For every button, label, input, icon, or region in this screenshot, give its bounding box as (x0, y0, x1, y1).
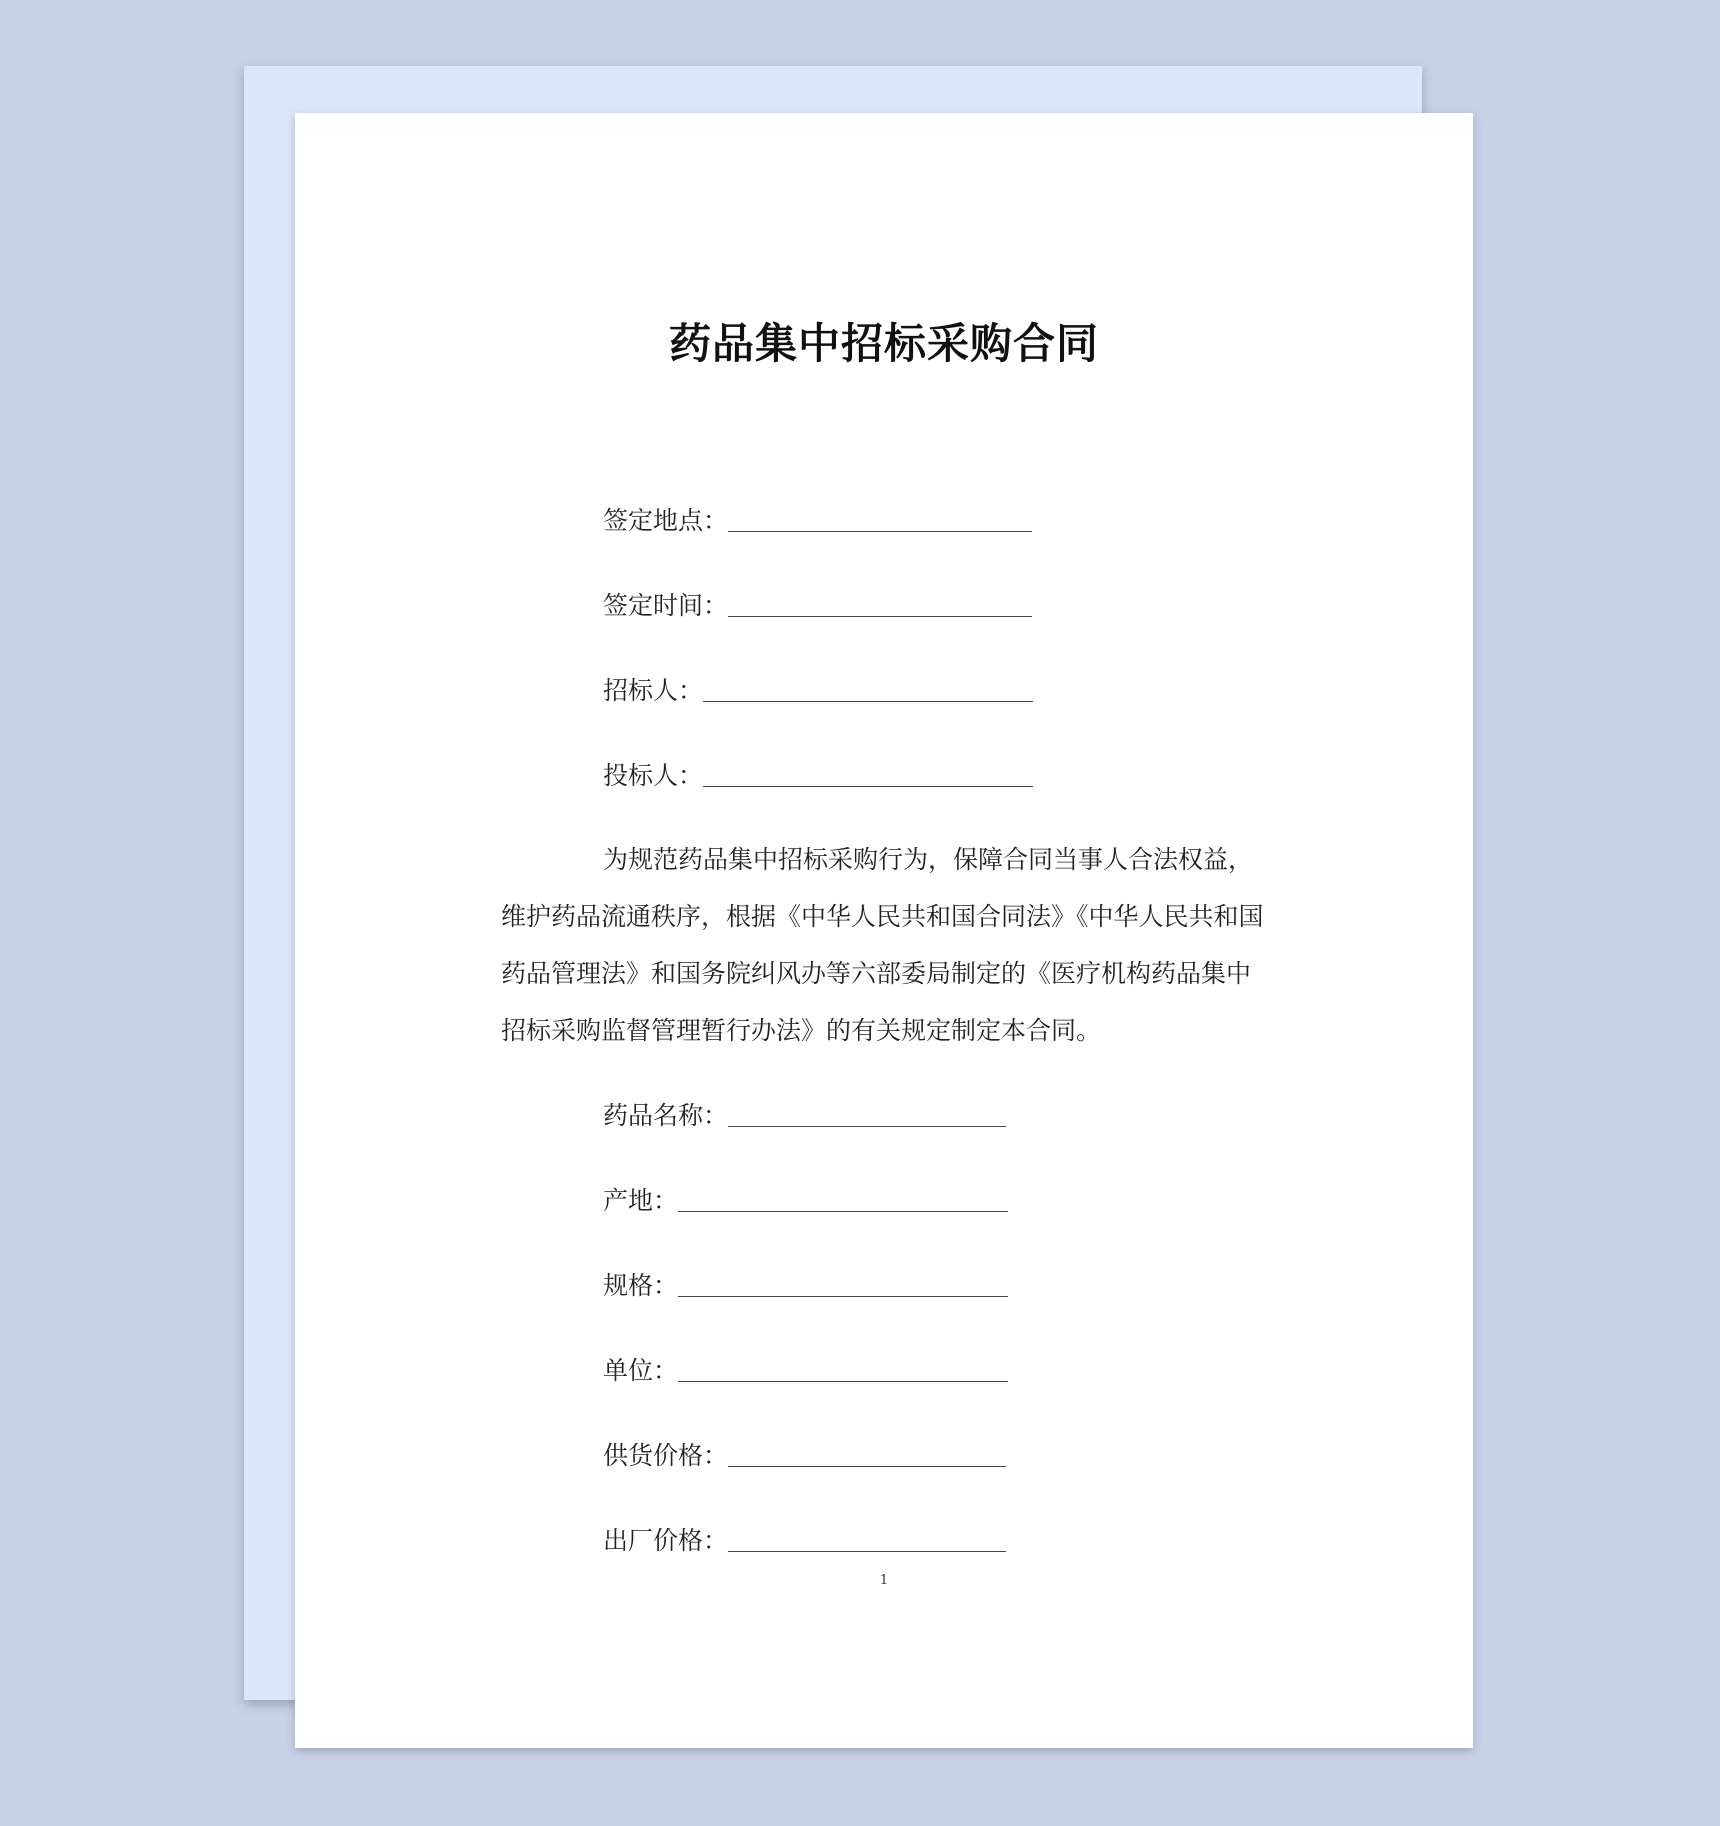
drug-name-blank[interactable] (728, 1100, 1006, 1127)
bidder-label: 投标人： (603, 761, 704, 790)
drug-name-label: 药品名称： (603, 1101, 729, 1130)
supply-price-label: 供货价格： (603, 1441, 729, 1470)
tenderer-field (603, 666, 1033, 706)
tenderer-blank[interactable] (703, 675, 1033, 702)
signing-time-field (603, 581, 1032, 621)
origin-blank[interactable] (678, 1185, 1008, 1212)
document-title: 药品集中招标采购合同 (668, 319, 1099, 368)
signing-time-label: 签定时间： (603, 591, 729, 620)
signing-place-label: 签定地点： (603, 506, 729, 535)
origin-field (603, 1176, 1008, 1216)
supply-price-field (603, 1431, 1006, 1471)
specification-field (603, 1261, 1008, 1301)
factory-price-label: 出厂价格： (603, 1526, 729, 1555)
unit-field (603, 1346, 1008, 1386)
supply-price-blank[interactable] (728, 1440, 1006, 1467)
signing-place-blank[interactable] (728, 505, 1032, 532)
paragraph-line: 药品管理法》和国务院纠风办等六部委局制定的《医疗机构药品集中 (501, 959, 1252, 988)
paragraph-line: 维护药品流通秩序，根据《中华人民共和国合同法》《中华人民共和国 (501, 902, 1264, 931)
unit-label: 单位： (603, 1356, 679, 1385)
unit-blank[interactable] (678, 1355, 1008, 1382)
signing-time-blank[interactable] (728, 590, 1032, 617)
page-number: 1 (879, 1573, 889, 1588)
origin-label: 产地： (603, 1186, 679, 1215)
factory-price-field (603, 1516, 1006, 1556)
factory-price-blank[interactable] (728, 1525, 1006, 1552)
signing-place-field (603, 496, 1032, 536)
tenderer-label: 招标人： (603, 676, 704, 705)
drug-name-field (603, 1091, 1006, 1131)
paragraph-line: 为规范药品集中招标采购行为，保障合同当事人合法权益， (603, 845, 1254, 874)
specification-blank[interactable] (678, 1270, 1008, 1297)
bidder-field (603, 751, 1033, 791)
document-page (295, 113, 1473, 1748)
paragraph-line: 招标采购监督管理暂行办法》的有关规定制定本合同。 (501, 1016, 1102, 1045)
bidder-blank[interactable] (703, 760, 1033, 787)
specification-label: 规格： (603, 1271, 679, 1300)
preamble-paragraph (501, 831, 1276, 1059)
